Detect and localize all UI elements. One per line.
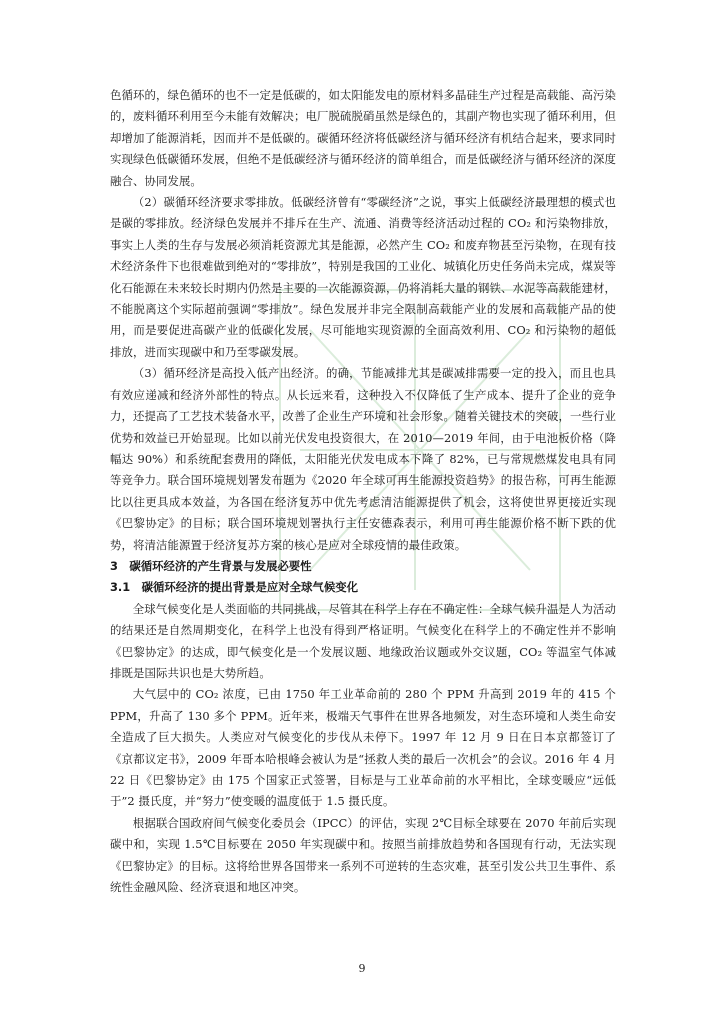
section-heading: 3.1 碳循环经济的提出背景是应对全球气候变化 [110,580,358,595]
body-text [110,85,616,898]
paragraph: 全球气候变化是人类面临的共同挑战，尽管其在科学上存在不确定性：全球气候升温是人为活动的结果还是自然周期变化，在科学上也没有得到严格证明。气候变化在科学上的不确定性并不影响《巴黎协定》的达成，即气候变化是一个发展议题、地缘政治议题或外交议题，CO₂ 等温室气体减排既是国际共识也是大势所趋。 [110,601,616,680]
paragraph: 根据联合国政府间气候变化委员会（IPCC）的评估，实现 2℃目标全球要在 2070 年前后实现碳中和，实现 1.5℃目标要在 2050 年实现碳中和。按照当前排放趋势和各国现有行动，无法实现《巴黎协定》的目标。这将给世界各国带来一系列不可逆转的生态灾难，甚至引发公共卫生事件、系统性金融风险、经济衰退和地区冲突。 [110,815,616,895]
section-heading: 3 碳循环经济的产生背景与发展必要性 [110,558,312,573]
paragraph: （3）循环经济是高投入低产出经济。的确，节能减排尤其是碳减排需要一定的投入，而且也具有效应递减和经济外部性的特点。从长远来看，这种投入不仅降低了生产成本、提升了企业的竞争力，还提高了工艺技术装备水平，改善了企业生产环境和社会形象。随着关键技术的突破，一些行业优势和效益已开始显现。比如以前光伏发电投资很大，在 2010—2019 年间，由于电池板价格（降幅达 90%）和系统配套费用的降低，太阳能光伏发电成本下降了 82%，已与常规燃煤发电具有同等竞争力。联合国环境规划署发布题为《2020 年全球可再生能源投资趋势》的报告称，可再生能源比以往更具成本效益，为各国在经济复苏中优先考虑清洁能源提供了机会，这将使世界更接近实现《巴黎协定》的目标；联合国环境规划署执行主任安德森表示，利用可再生能源价格不断下跌的优势，将清洁能源置于经济复苏方案的核心是应对全球疫情的最佳政策。 [110,366,616,552]
paragraph: 大气层中的 CO₂ 浓度，已由 1750 年工业革命前的 280 个 PPM 升高到 2019 年的 415 个 PPM，升高了 130 多个 PPM。近年来，极端天气事件在世界各地频发，对生态环境和人类生命安全造成了巨大损失。人类应对气候变化的步伐从未停下。1997 年 12 月 9 日在日本京都签订了《京都议定书》，2009 年哥本哈根峰会被认为是“拯救人类的最后一次机会”的会议。2016 年 4 月 22 日《巴黎协定》由 175 个国家正式签署，目标是与工业革命前的水平相比，全球变暖应“远低于”2 摄氏度，并“努力”使变暖的温度低于 1.5 摄氏度。 [110,687,616,809]
paragraph: （2）碳循环经济要求零排放。低碳经济曾有“零碳经济”之说，事实上低碳经济最理想的模式也是碳的零排放。经济绿色发展并不排斥在生产、流通、消费等经济活动过程的 CO₂ 和污染物排放，事实上人类的生存与发展必须消耗资源尤其是能源，必然产生 CO₂ 和废弃物甚至污染物，在现有技术经济条件下也很难做到绝对的“零排放”，特别是我国的工业化、城镇化历史任务尚未完成，煤炭等化石能源在未来较长时期内仍然是主要的一次能源资源，仍将消耗大量的钢铁、水泥等高载能建材，不能脱离这个实际超前强调“零排放”。绿色发展并非完全限制高载能产业的发展和高载能产品的使用，而是要促进高碳产业的低碳化发展，尽可能地实现资源的全面高效利用、CO₂ 和污染物的超低排放，进而实现碳中和乃至零碳发展。 [110,195,616,359]
paragraph: 色循环的，绿色循环的也不一定是低碳的，如太阳能发电的原材料多晶硅生产过程是高载能、高污染的，废料循环利用至今未能有效解决；电厂脱硫脱硝虽然是绿色的，其副产物也实现了循环利用，但却增加了能源消耗，因而并不是低碳的。碳循环经济将低碳经济与循环经济有机结合起来，要求同时实现绿色低碳循环发展，但绝不是低碳经济与循环经济的简单组合，而是低碳经济与循环经济的深度融合、协同发展。 [110,88,616,188]
page-number: 9 [358,962,366,975]
